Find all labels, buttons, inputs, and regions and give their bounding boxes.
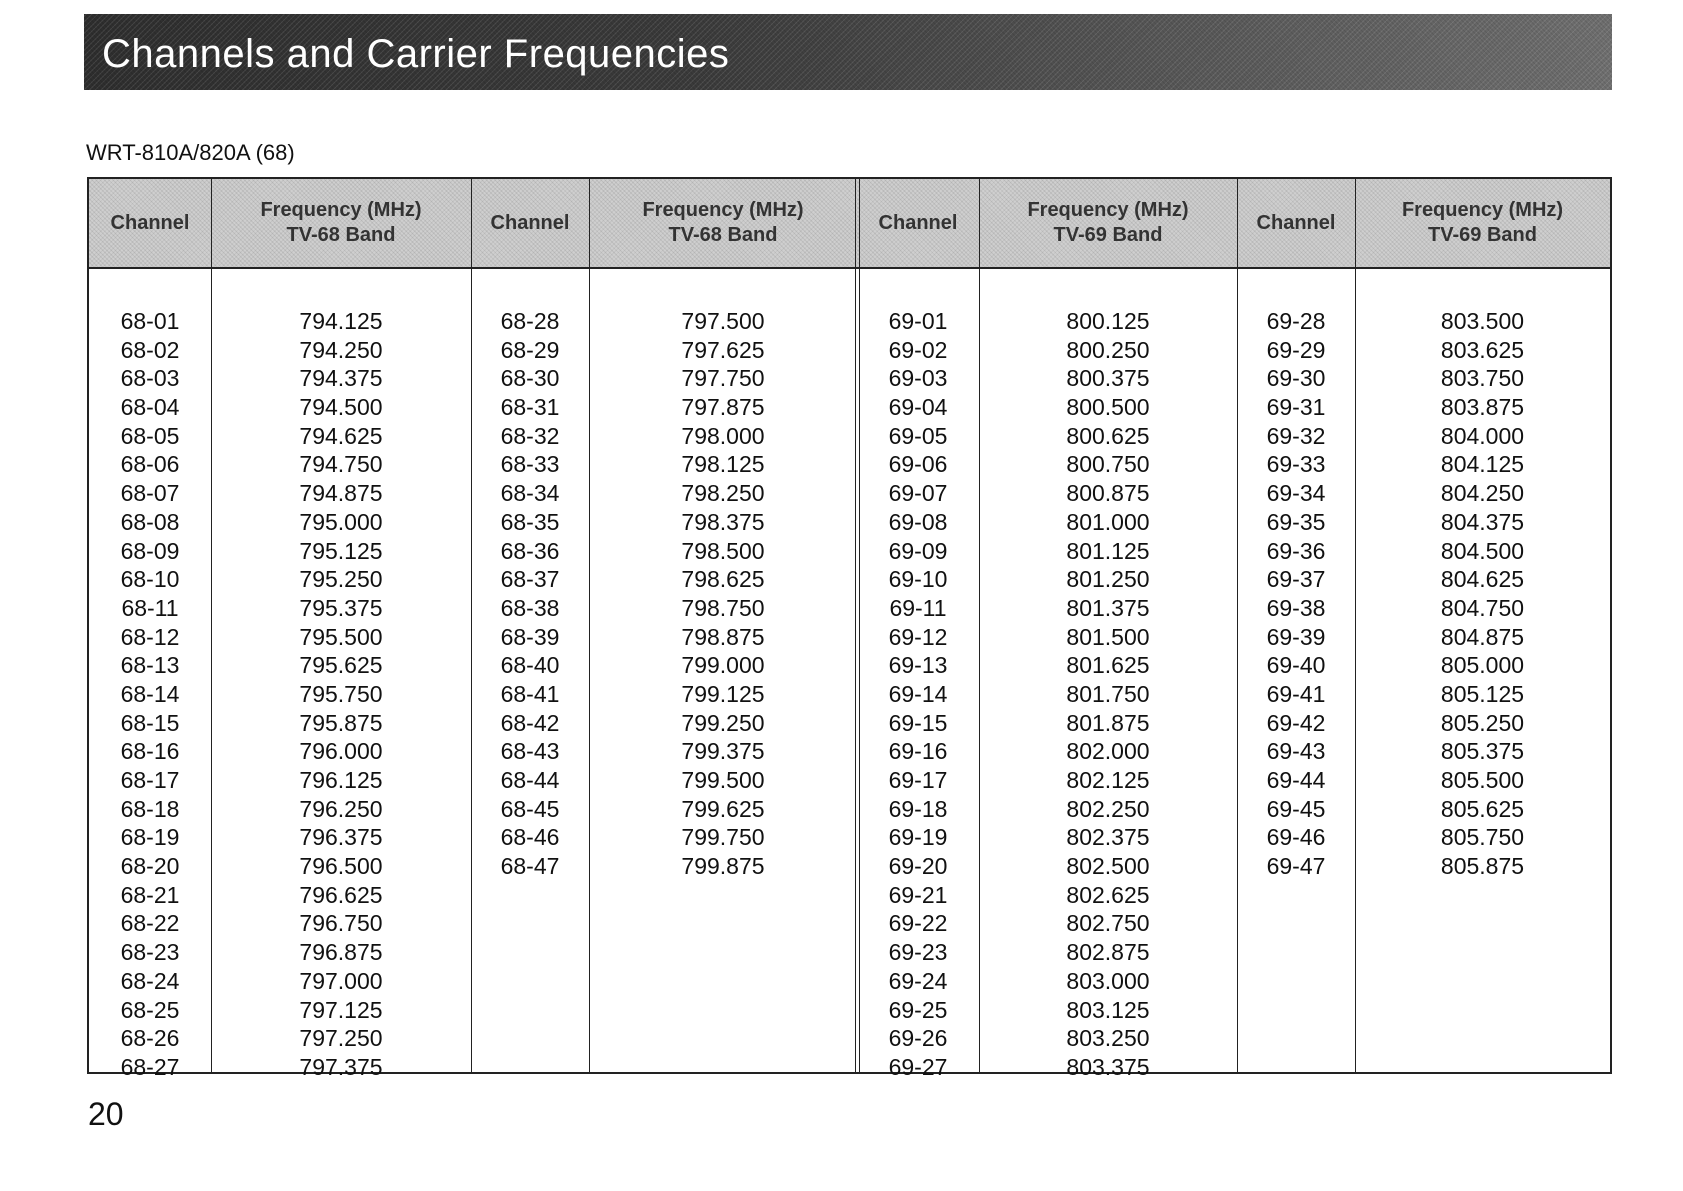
- channel-cell: 68-26: [120, 1025, 180, 1052]
- frequency-cell: 800.125: [1066, 308, 1150, 334]
- frequency-cell: 804.000: [1440, 422, 1525, 449]
- channel-cell: 68-16: [120, 738, 180, 765]
- channel-cell: 69-29: [1266, 336, 1326, 363]
- frequency-cell: 798.250: [681, 480, 765, 507]
- frequency-cell: 794.250: [299, 336, 383, 363]
- channel-cell: 68-36: [500, 537, 560, 564]
- column-header-band: TV-68 Band: [668, 224, 778, 246]
- frequency-cell: 797.875: [681, 394, 765, 421]
- frequency-cell: 796.125: [299, 767, 383, 793]
- frequency-cell: 805.750: [1440, 824, 1525, 851]
- frequency-cell: 800.750: [1066, 451, 1150, 478]
- channel-cell: 68-32: [500, 422, 560, 449]
- frequency-cell: 804.500: [1440, 537, 1525, 564]
- frequency-cell: 795.250: [299, 566, 383, 593]
- frequency-cell: 801.125: [1066, 537, 1150, 564]
- channel-cell: 68-22: [120, 910, 180, 937]
- frequency-cell: 801.625: [1066, 652, 1150, 679]
- frequency-cell: 795.625: [299, 652, 383, 679]
- frequency-cell: 797.750: [681, 365, 765, 392]
- channel-cell: 68-41: [500, 680, 560, 707]
- frequency-cell: 797.125: [299, 996, 383, 1023]
- channel-cell: 69-32: [1266, 422, 1326, 449]
- column-header-label: Frequency (MHz): [642, 199, 804, 221]
- frequency-cell: 799.500: [681, 767, 765, 793]
- frequency-cell: 801.250: [1066, 566, 1150, 593]
- column-header: [979, 179, 1237, 267]
- channel-cell: 68-45: [500, 795, 560, 822]
- channel-cell: 69-31: [1266, 394, 1326, 421]
- frequency-cell: 803.125: [1066, 996, 1150, 1023]
- frequency-cell: 803.875: [1440, 394, 1525, 421]
- channel-cell: 69-03: [888, 365, 948, 392]
- column-header: [857, 179, 979, 267]
- channel-cell: 69-42: [1266, 709, 1326, 736]
- frequency-cell: 799.750: [681, 824, 765, 851]
- frequency-cell: 795.500: [299, 623, 383, 650]
- frequency-cell: 797.250: [299, 1025, 383, 1052]
- column-header-label: Channel: [110, 211, 190, 234]
- column-header: [1355, 179, 1610, 267]
- frequency-cell: 798.000: [681, 422, 765, 449]
- channel-cell: 69-08: [888, 508, 948, 535]
- column-header-band: TV-68 Band: [286, 224, 396, 246]
- frequency-cell: 804.250: [1440, 480, 1525, 507]
- channel-cell: 68-47: [500, 853, 560, 880]
- frequency-cell: 795.000: [299, 508, 383, 535]
- frequency-cell: 799.625: [681, 795, 765, 822]
- channel-cell: 68-06: [120, 451, 180, 478]
- channel-cell: 69-39: [1266, 623, 1326, 650]
- frequency-cell: 801.000: [1066, 508, 1150, 535]
- frequency-cell: 798.500: [681, 537, 765, 564]
- frequency-cell: 805.375: [1440, 738, 1525, 765]
- frequency-cell: 802.875: [1066, 939, 1150, 966]
- channel-cell: 69-41: [1266, 680, 1326, 707]
- channel-cell: 69-05: [888, 422, 948, 449]
- channel-cell: 68-31: [500, 394, 560, 421]
- frequency-cell: 802.250: [1066, 795, 1150, 822]
- column-header: [589, 179, 857, 267]
- frequency-cell: 799.250: [681, 709, 765, 736]
- channel-cell: 68-34: [500, 480, 560, 507]
- column-header: [1237, 179, 1355, 267]
- frequency-column: [1355, 179, 1610, 1072]
- frequency-cell: 797.500: [681, 308, 765, 334]
- channel-cell: 69-06: [888, 451, 948, 478]
- channel-cell: 68-30: [500, 365, 560, 392]
- frequency-cell: 797.625: [681, 336, 765, 363]
- frequency-cell: 796.000: [299, 738, 383, 765]
- column-header-label: Frequency (MHz): [260, 199, 422, 221]
- frequency-cell: 798.625: [681, 566, 765, 593]
- channel-cell: 68-02: [120, 336, 180, 363]
- channel-cell: 69-07: [888, 480, 948, 507]
- frequency-cell: 795.375: [299, 594, 383, 621]
- frequency-cell: 804.125: [1440, 451, 1525, 478]
- frequency-cell: 805.250: [1440, 709, 1525, 736]
- frequency-cell: 795.750: [299, 680, 383, 707]
- page-title: Channels and Carrier Frequencies: [102, 32, 730, 76]
- channel-cell: 68-12: [120, 623, 180, 650]
- frequency-cell: 799.125: [681, 680, 765, 707]
- channel-cell: 68-17: [120, 767, 180, 793]
- frequency-cell: 798.125: [681, 451, 765, 478]
- frequency-cell: 795.875: [299, 709, 383, 736]
- frequency-cell: 795.125: [299, 537, 383, 564]
- column-header-band: TV-69 Band: [1428, 224, 1537, 246]
- channel-cell: 68-42: [500, 709, 560, 736]
- frequency-cell: 803.375: [1066, 1053, 1150, 1080]
- channel-cell: 68-03: [120, 365, 180, 392]
- channel-cell: 69-11: [889, 594, 947, 621]
- column-header: [211, 179, 471, 267]
- channel-cell: 69-46: [1266, 824, 1326, 851]
- frequency-table: [87, 177, 1612, 1080]
- frequency-cell: 803.250: [1066, 1025, 1150, 1052]
- frequency-cell: 803.000: [1066, 967, 1150, 994]
- frequency-column: [979, 179, 1237, 1080]
- frequency-cell: 802.750: [1066, 910, 1150, 937]
- column-header: [89, 179, 211, 267]
- channel-cell: 68-23: [120, 939, 180, 966]
- frequency-cell: 797.000: [299, 967, 383, 994]
- channel-cell: 69-21: [888, 881, 948, 908]
- title-banner: [84, 14, 1612, 90]
- channel-cell: 68-10: [120, 566, 180, 593]
- channel-cell: 69-28: [1266, 308, 1326, 334]
- frequency-cell: 805.875: [1440, 853, 1525, 880]
- channel-cell: 68-44: [500, 767, 560, 793]
- frequency-cell: 805.500: [1440, 767, 1525, 793]
- frequency-cell: 801.875: [1066, 709, 1150, 736]
- frequency-cell: 802.000: [1066, 738, 1150, 765]
- frequency-cell: 805.625: [1440, 795, 1525, 822]
- frequency-cell: 794.375: [299, 365, 383, 392]
- frequency-cell: 800.875: [1066, 480, 1150, 507]
- frequency-cell: 796.375: [299, 824, 383, 851]
- channel-cell: 69-25: [888, 996, 948, 1023]
- channel-cell: 68-05: [120, 422, 180, 449]
- frequency-cell: 794.875: [299, 480, 383, 507]
- frequency-cell: 803.750: [1440, 365, 1525, 392]
- frequency-cell: 796.750: [299, 910, 383, 937]
- column-header-label: Channel: [490, 211, 570, 234]
- frequency-cell: 799.000: [681, 652, 765, 679]
- frequency-cell: 797.375: [299, 1053, 383, 1080]
- frequency-cell: 794.750: [299, 451, 383, 478]
- channel-cell: 69-34: [1266, 480, 1326, 507]
- channel-cell: 69-10: [888, 566, 948, 593]
- column-header-label: Frequency (MHz): [1401, 199, 1564, 221]
- channel-cell: 68-11: [121, 594, 179, 621]
- channel-cell: 68-37: [500, 566, 560, 593]
- channel-cell: 69-16: [888, 738, 948, 765]
- channel-cell: 69-27: [888, 1053, 948, 1080]
- channel-cell: 68-39: [500, 623, 560, 650]
- frequency-cell: 804.375: [1440, 508, 1525, 535]
- channel-cell: 69-30: [1266, 365, 1326, 392]
- frequency-cell: 801.750: [1066, 680, 1150, 707]
- page-number: 20: [88, 1096, 124, 1132]
- frequency-cell: 798.875: [681, 623, 765, 650]
- frequency-cell: 800.500: [1066, 394, 1150, 421]
- column-header-band: TV-69 Band: [1053, 224, 1163, 246]
- channel-cell: 68-43: [500, 738, 560, 765]
- channel-cell: 69-24: [888, 967, 948, 994]
- channel-cell: 68-25: [120, 996, 180, 1023]
- channel-cell: 69-02: [888, 336, 948, 363]
- frequency-cell: 805.000: [1440, 652, 1525, 679]
- channel-cell: 69-40: [1266, 652, 1326, 679]
- channel-cell: 69-43: [1266, 738, 1326, 765]
- channel-cell: 69-19: [888, 824, 948, 851]
- frequency-cell: 796.250: [299, 795, 383, 822]
- channel-cell: 69-12: [888, 623, 948, 650]
- frequency-column: [589, 179, 857, 1072]
- channel-cell: 68-08: [120, 508, 180, 535]
- frequency-cell: 799.875: [681, 853, 765, 880]
- channel-cell: 69-20: [888, 853, 948, 880]
- channel-cell: 69-23: [888, 939, 948, 966]
- frequency-cell: 798.750: [681, 594, 765, 621]
- channel-cell: 68-01: [120, 308, 180, 334]
- frequency-cell: 800.250: [1066, 336, 1150, 363]
- channel-column: [1237, 179, 1355, 1072]
- frequency-cell: 802.375: [1066, 824, 1150, 851]
- frequency-cell: 800.625: [1066, 422, 1150, 449]
- channel-column: [471, 179, 589, 1072]
- channel-cell: 68-21: [120, 881, 180, 908]
- channel-cell: 68-38: [500, 594, 560, 621]
- frequency-cell: 794.500: [299, 394, 383, 421]
- column-header-label: Channel: [878, 211, 958, 234]
- channel-cell: 68-20: [120, 853, 180, 880]
- channel-cell: 69-36: [1266, 537, 1326, 564]
- channel-cell: 69-26: [888, 1025, 948, 1052]
- frequency-cell: 804.875: [1440, 623, 1525, 650]
- channel-column: [89, 179, 211, 1080]
- frequency-column: [211, 179, 471, 1080]
- channel-cell: 69-17: [888, 767, 948, 793]
- frequency-cell: 794.625: [299, 422, 383, 449]
- channel-cell: 68-04: [120, 394, 180, 421]
- frequency-cell: 804.750: [1440, 594, 1525, 621]
- channel-cell: 68-14: [120, 680, 180, 707]
- frequency-cell: 803.500: [1440, 308, 1525, 334]
- channel-cell: 69-01: [888, 308, 948, 334]
- channel-cell: 68-07: [120, 480, 180, 507]
- frequency-cell: 802.500: [1066, 853, 1150, 880]
- frequency-cell: 796.625: [299, 881, 383, 908]
- channel-cell: 68-29: [500, 336, 560, 363]
- frequency-cell: 805.125: [1440, 680, 1525, 707]
- frequency-cell: 796.875: [299, 939, 383, 966]
- channel-cell: 69-38: [1266, 594, 1326, 621]
- channel-cell: 69-18: [888, 795, 948, 822]
- channel-cell: 68-18: [120, 795, 180, 822]
- column-header-label: Frequency (MHz): [1027, 199, 1189, 221]
- channel-column: [857, 179, 979, 1080]
- channel-cell: 68-35: [500, 508, 560, 535]
- channel-cell: 68-09: [120, 537, 180, 564]
- column-header-label: Channel: [1256, 211, 1336, 234]
- channel-cell: 69-44: [1266, 767, 1326, 793]
- frequency-cell: 802.625: [1066, 881, 1150, 908]
- column-header: [471, 179, 589, 267]
- frequency-cell: 802.125: [1066, 767, 1150, 793]
- channel-cell: 68-28: [500, 308, 560, 334]
- frequency-cell: 804.625: [1440, 566, 1525, 593]
- channel-cell: 68-40: [500, 652, 560, 679]
- channel-cell: 69-22: [888, 910, 948, 937]
- channel-cell: 69-45: [1266, 795, 1326, 822]
- channel-cell: 68-33: [500, 451, 560, 478]
- channel-cell: 68-13: [120, 652, 180, 679]
- channel-cell: 69-14: [888, 680, 948, 707]
- channel-cell: 68-24: [120, 967, 180, 994]
- channel-cell: 69-15: [888, 709, 948, 736]
- channel-cell: 68-15: [120, 709, 180, 736]
- channel-cell: 69-35: [1266, 508, 1326, 535]
- frequency-cell: 801.500: [1066, 623, 1150, 650]
- channel-cell: 69-47: [1266, 853, 1326, 880]
- frequency-cell: 801.375: [1066, 594, 1150, 621]
- model-label: WRT-810A/820A (68): [86, 140, 295, 165]
- frequency-cell: 799.375: [681, 738, 765, 765]
- frequency-cell: 800.375: [1066, 365, 1150, 392]
- channel-cell: 69-09: [888, 537, 948, 564]
- channel-cell: 69-33: [1266, 451, 1326, 478]
- channel-cell: 68-46: [500, 824, 560, 851]
- frequency-cell: 803.625: [1440, 336, 1525, 363]
- channel-cell: 69-13: [888, 652, 948, 679]
- channel-cell: 68-19: [120, 824, 180, 851]
- frequency-cell: 798.375: [681, 508, 765, 535]
- frequency-cell: 796.500: [299, 853, 383, 880]
- channel-cell: 69-04: [888, 394, 948, 421]
- channel-cell: 68-27: [120, 1053, 180, 1080]
- frequency-cell: 794.125: [299, 308, 383, 334]
- channel-cell: 69-37: [1266, 566, 1326, 593]
